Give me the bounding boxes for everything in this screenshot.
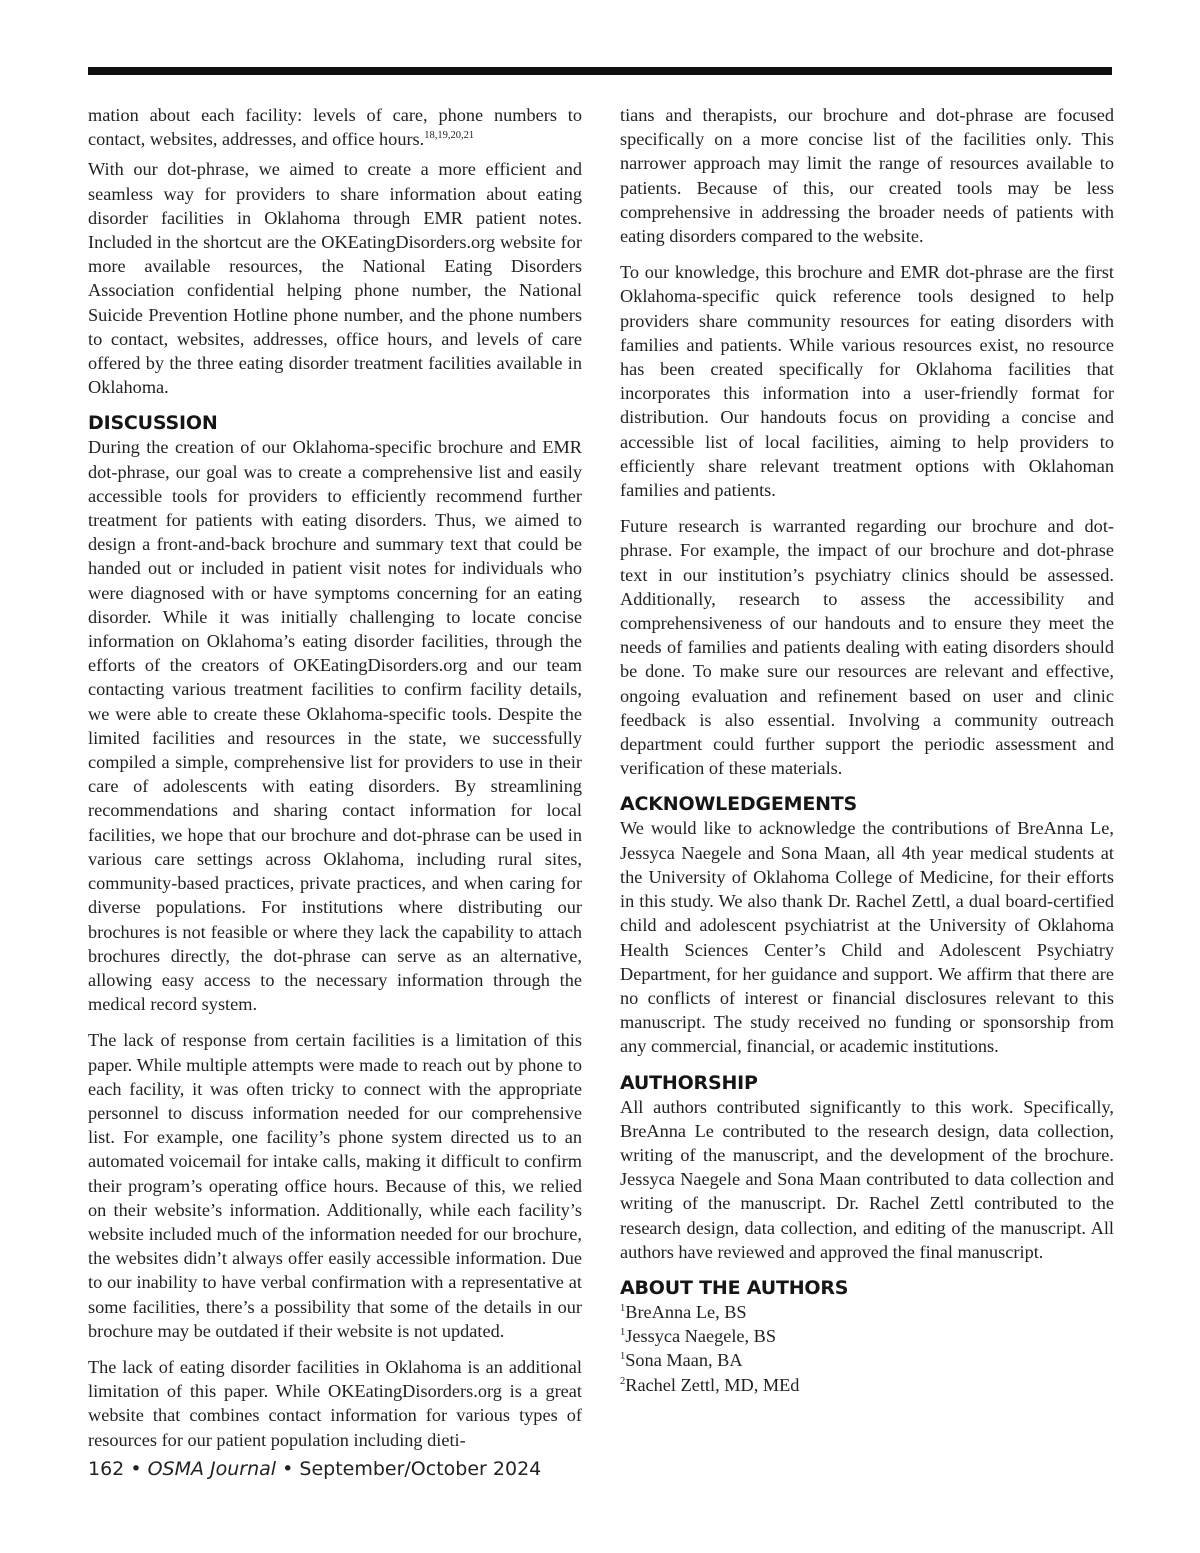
left-column: [88, 103, 582, 1464]
paragraph: [88, 103, 582, 151]
paragraph: Future research is warranted regarding our brochure and dot-phrase. For example, the impact of our brochure and dot-phrase text in our institution’s psychiatry clinics should be assessed. Additionally, research to assess the accessibility and comprehensiveness of our handouts and to ensure they meet the needs of families and patients dealing with eating disorders should be done. To make sure our resources are relevant and effective, ongoing evaluation and refinement based on user and clinic feedback is also essential. Involving a community outreach department could further support the periodic assessment and verification of these materials.: [620, 516, 1114, 779]
footer-bullet: •: [130, 1458, 142, 1480]
paragraph: To our knowledge, this brochure and EMR dot-phrase are the first Oklahoma-specific quick reference tools designed to help providers share community resources for eating disorders with families and patients. While various resources exist, no resource has been created specifically for Oklahoma facilities that incorporates this information into a user-friendly format for distribution. Our handouts focus on providing a concise and accessible list of local facilities, aiming to help providers to efficiently share relevant treatment options with Oklahoman families and patients.: [620, 262, 1114, 501]
paragraph: During the creation of our Oklahoma-specific brochure and EMR dot-phrase, our goal was to create a comprehensive list and easily accessible tools for providers to efficiently recommend further treatment for patients with eating disorders. Thus, we aimed to design a front-and-back brochure and summary text that could be handed out or included in patient visit notes for individuals who were diagnosed with or have symptoms concerning for an eating disorder. While it was initially challenging to locate concise information on Oklahoma’s eating disorder facilities, through the efforts of the creators of OKEatingDisorders.org and our team contacting various treatment facilities to confirm facility details, we were able to create these Oklahoma-specific tools. Despite the limited facilities and resources in the state, we successfully compiled a simple, comprehensive list for providers to use in their care of adolescents with eating disorders. By streamlining recommendations and sharing contact information for local facilities, we hope that our brochure and dot-phrase can be used in various care settings across Oklahoma, including rural sites, community-based practices, private practices, and when caring for diverse populations. For institutions where distributing our brochures is not feasible or where they lack the capability to attach brochures directly, the dot-phrase can serve as an alternative, allowing easy access to the necessary information through the medical record system.: [88, 437, 582, 1015]
paragraph: All authors contributed significantly to this work. Specifically, BreAnna Le contributed to the research design, data collection, writing of the manuscript, and the development of the brochure. Jessyca Naegele and Sona Maan contributed to data collection and writing of the manuscript. Dr. Rachel Zettl contributed to the research design, data collection, and editing of the manuscript. All authors have reviewed and approved the final manuscript.: [620, 1096, 1114, 1262]
page-number: 162: [88, 1458, 125, 1480]
issue-date: September/October 2024: [299, 1458, 542, 1480]
affiliation-mark: 1: [620, 1351, 626, 1363]
paragraph: tians and therapists, our brochure and dot-phrase are focused specifically on a more concise list of the facilities only. This narrower approach may limit the range of resources available to patients. Because of this, our created tools may be less comprehensive in addressing the broader needs of patients with eating disorders compared to the website.: [620, 105, 1114, 247]
paragraph: With our dot-phrase, we aimed to create a more efficient and seamless way for providers to share information about eating disorder facilities in Oklahoma through EMR patient notes. Included in the shortcut are the OKEatingDisorders.org website for more available resources, the National Eating Disorders Association confidential helping phone number, the National Suicide Prevention Hotline phone number, and the phone numbers to contact, websites, addresses, office hours, and levels of care offered by the three eating disorder treatment facilities available in Oklahoma.: [88, 159, 582, 398]
about-authors-heading: ABOUT THE AUTHORS: [620, 1276, 849, 1299]
author-name: BreAnna Le, BS: [625, 1301, 747, 1322]
author-item: [620, 1324, 1114, 1348]
author-item: [620, 1300, 1114, 1324]
journal-name: OSMA Journal: [147, 1458, 277, 1480]
author-name: Sona Maan, BA: [625, 1350, 743, 1371]
paragraph: We would like to acknowledge the contributions of BreAnna Le, Jessyca Naegele and Sona Maan, all 4th year medical students at the University of Oklahoma College of Medicine, for their efforts in this study. We also thank Dr. Rachel Zettl, a dual board-certified child and adolescent psychiatrist at the University of Oklahoma Health Sciences Center’s Child and Adolescent Psychiatry Department, for her guidance and support. We affirm that there are no conflicts of interest or financial disclosures relevant to this manuscript. The study received no funding or sponsorship from any commercial, financial, or academic institutions.: [620, 818, 1114, 1057]
citation-refs: 18,19,20,21: [424, 130, 475, 142]
paragraph: The lack of response from certain facilities is a limitation of this paper. While multiple attempts were made to reach out by phone to each facility, it was often tricky to connect with the appropriate personnel to discuss information needed for our comprehensive list. For example, one facility’s phone system directed us to an automated voicemail for intake calls, making it difficult to confirm their program’s operating office hours. Because of this, we relied on their website’s information. Additionally, while each facility’s website included much of the information needed for our brochure, the websites didn’t always offer easily accessible information. Due to our inability to have verbal confirmation with a representative at some facilities, there’s a possibility that some of the details in our brochure may be outdated if their website is not updated.: [88, 1030, 582, 1341]
paragraph-text: mation about each facility: levels of care, phone numbers to contact, websites, addresses, and office hours.: [88, 105, 582, 150]
author-item: [620, 1373, 1114, 1397]
author-item: [620, 1348, 1114, 1372]
affiliation-mark: 1: [620, 1302, 626, 1314]
right-column: [620, 103, 1114, 1397]
footer-bullet: •: [282, 1458, 294, 1480]
author-name: Jessyca Naegele, BS: [625, 1326, 777, 1347]
discussion-heading: DISCUSSION: [88, 412, 218, 435]
paragraph: The lack of eating disorder facilities in Oklahoma is an additional limitation of this paper. While OKEatingDisorders.org is a great website that combines contact information for various types of resources for our patient population including dieti-: [88, 1356, 582, 1450]
affiliation-mark: 1: [620, 1327, 626, 1339]
acknowledgements-heading: ACKNOWLEDGEMENTS: [620, 793, 858, 816]
authorship-heading: AUTHORSHIP: [620, 1071, 758, 1094]
author-name: Rachel Zettl, MD, MEd: [625, 1374, 800, 1395]
author-list: [620, 1300, 1114, 1397]
page-footer: [88, 1458, 541, 1480]
top-rule: [88, 67, 1112, 75]
affiliation-mark: 2: [620, 1375, 626, 1387]
